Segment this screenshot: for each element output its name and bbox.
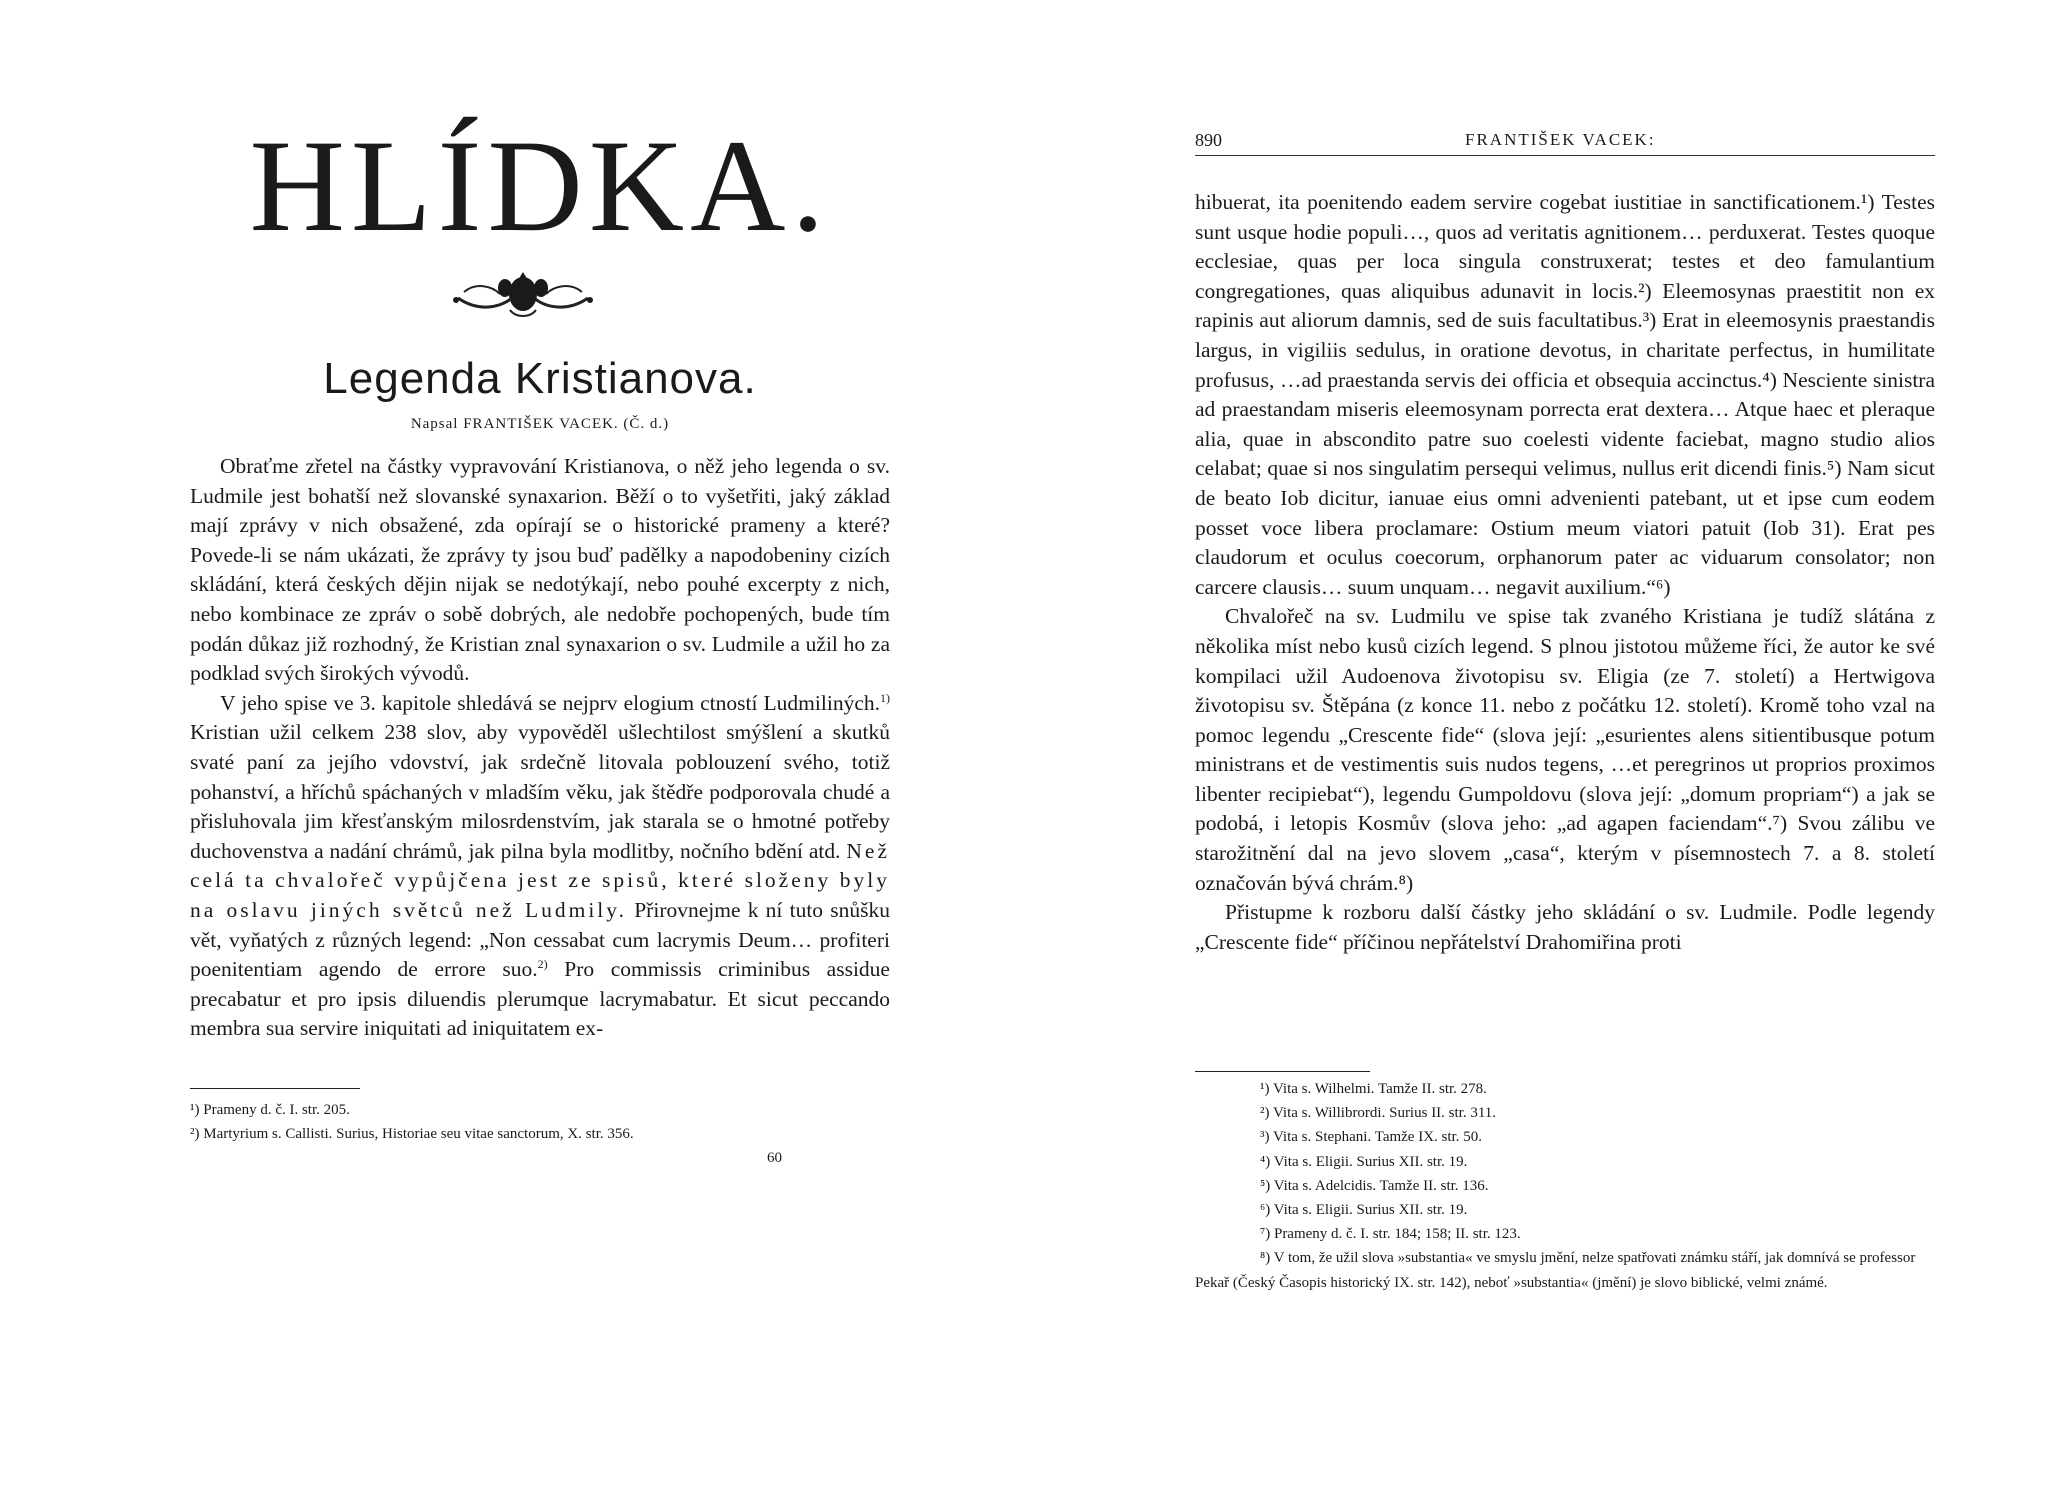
printer-signature: 60: [767, 1150, 782, 1166]
running-head: [1195, 130, 1935, 160]
footnote: ⁵) Vita s. Adelcidis. Tamže II. str. 136.: [1260, 1177, 1489, 1194]
ornament-icon: [448, 268, 598, 320]
masthead-title: HLÍDKA.: [249, 112, 831, 259]
left-body-text: [190, 452, 890, 1044]
footnote: ⁶) Vita s. Eligii. Surius XII. str. 19.: [1260, 1202, 1468, 1219]
footnote: ²) Martyrium s. Callisti. Surius, Historiae seu vitae sanctorum, X. str. 356.: [190, 1126, 634, 1143]
footnote: ²) Vita s. Willibrordi. Surius II. str. 311.: [1260, 1105, 1497, 1122]
footnote-ref: 2): [537, 956, 548, 971]
header-rule: [1195, 155, 1935, 156]
footnote: ¹) Prameny d. č. I. str. 205.: [190, 1102, 350, 1118]
paragraph: hibuerat, ita poenitendo eadem servire cogebat iustitiae in sanctificationem.¹) Testes sunt usque hodie populi…, quos ad veritatis agnitionem… perduxerat. Testes quoque ecclesiae, quas per loca singula construxerat; testes et deo famulantium congregationes, quas aliquibus adunavit in locis.²) Eleemosynas praestitit non ex rapinis aut aliorum damnis, sed de suis facultatibus.³) Erat in eleemosynis praestandis largus, in vigiliis sedulus, in oratione devotus, in charitate perfectus, in humilitate profusus, …ad praestanda servis dei officia et obsequia accinctus.⁴) Nesciente sinistra ad praestandam miseris eleemosynam porrecta erat dextera… Atque haec et pleraque alia, quae in abscondito patre suo coelesti vidente faciebat, magno studio alios celabat; quae si nos singulatim persequi velimus, nullus erit dicendi finis.⁵) Nam sicut de beato Iob dicitur, ianuae eius omni advenienti patebant, ut et ipse cum eodem posset voce libera proclamare: Ostium meum viatori patuit (Iob 31). Erat pes claudorum et oculus coecorum, orphanorum pater ac viduarum consolator; non carcere clausis… suum unquam… negavit auxilium.“⁶): [1195, 190, 1935, 599]
footnote-ref: 1): [880, 690, 890, 705]
footnote: ⁴) Vita s. Eligii. Surius XII. str. 19.: [1260, 1153, 1468, 1170]
footnote: ¹) Vita s. Wilhelmi. Tamže II. str. 278.: [1260, 1081, 1487, 1097]
paragraph: [190, 689, 890, 1044]
paragraph-text: Přirovnejme k ní tuto snůšku vět, vyňatých z různých legend: „Non cessabat cum lacrymis Deum… profiteri poenitentiam agendo de errore suo.: [190, 897, 890, 982]
footnote-rule: [190, 1088, 360, 1089]
paragraph-text: Kristian užil celkem 238 slov, aby vypověděl ušlechtilost smýšlení a skutků svaté paní za jejího vdovství, jak srdečně litovala poblouzení svého, totiž pohanství, a hříchů spáchaných v mladším věku, jak štědře podporovala chudé a přisluhovala jim křesťanským milosrdenstvím, jak starala se o hmotné potřeby duchovenstva a nadání chrámů, jak pilna byla modlitby, nočního bdění atd.: [190, 720, 890, 863]
footnote: ⁸) V tom, že užil slova »substantia« ve smyslu jmění, nelze spatřovati známku stáří, jak domnívá se professor Pekař (Český Časopis historický IX. str. 142), neboť »substantia« (jmění) je slovo biblické, velmi známé.: [1195, 1250, 1916, 1291]
footnote: ³) Vita s. Stephani. Tamže IX. str. 50.: [1260, 1129, 1482, 1146]
right-footnotes: [1195, 1077, 1935, 1295]
running-head-author: FRANTIŠEK VACEK:: [1465, 130, 1656, 149]
article-title: Legenda Kristianova.: [323, 354, 757, 403]
left-footnotes: [190, 1098, 890, 1146]
page-number: 890: [1195, 130, 1222, 150]
paragraph: Obraťme zřetel na částky vypravování Kristianova, o něž jeho legenda o sv. Ludmile jest bohatší než slovanské synaxarion. Běží o to vyšetřiti, jaký základ mají zprávy v nich obsažené, zda opírají se o historické prameny a které? Povede-li se nám ukázati, že zprávy ty jsou buď padělky a napodobeniny cizích skládání, která českých dějin nijak se nedotýkají, nebo pouhé excerpty z nich, nebo kombinace ze zpráv o sobě dobrých, ale nedobře pochopených, bude tím podán důkaz již rozhodný, že Kristian znal synaxarion o sv. Ludmile a užil ho za podklad svých širokých vývodů.: [190, 454, 890, 686]
paragraph: Chvalořeč na sv. Ludmilu ve spise tak zvaného Kristiana je tudíž slátána z několika míst nebo kusů cizích legend. S plnou jistotou můžeme říci, že autor ke své kompilaci užil Audoenova životopisu sv. Eligia (ze 7. století) a Hertwigova životopisu sv. Štěpána (z konce 11. nebo z počátku 12. století). Kromě toho vzal na pomoc legendu „Crescente fide“ (slova její: „esurientes alens sitientibusque potum ministrans et de vestimentis suis nudos tegens, …et peregrinos ut proprios proximos libenter recipiebat“), legendu Gumpoldovu (slova její: „domum propriam“) a jak se podobá, i letopis Kosmův (slova jeho: „ad agapen faciendam“.⁷) Svou zálibu ve starožitnění dal na jevo slovem „casa“, kterým v písemnostech 7. a 8. století označován bývá chrám.⁸): [1195, 604, 1935, 895]
footnote-rule: [1195, 1071, 1370, 1072]
right-body-text: [1195, 188, 1935, 957]
footnote: ⁷) Prameny d. č. I. str. 184; 158; II. str. 123.: [1260, 1226, 1521, 1243]
paragraph-text: Pro commissis criminibus assidue precabatur et pro ipsis diluendis plerumque lacrymabatur. Et sicut peccando membra sua servire iniquitati ad iniquitatem ex-: [190, 957, 890, 1041]
paragraph: Přistupme k rozboru další částky jeho skládání o sv. Ludmile. Podle legendy „Crescente fide“ příčinou nepřátelství Drahomiřina proti: [1195, 900, 1935, 954]
spaced-emphasis: Než celá ta chvalořeč vypůjčena jest ze spisů, které složeny byly na oslavu jiných světců než Ludmily.: [190, 838, 890, 922]
paragraph-text: V jeho spise ve 3. kapitole shledává se nejprv elogium ctností Ludmiliných.: [220, 690, 880, 715]
byline: Napsal FRANTIŠEK VACEK. (Č. d.): [410, 416, 670, 432]
